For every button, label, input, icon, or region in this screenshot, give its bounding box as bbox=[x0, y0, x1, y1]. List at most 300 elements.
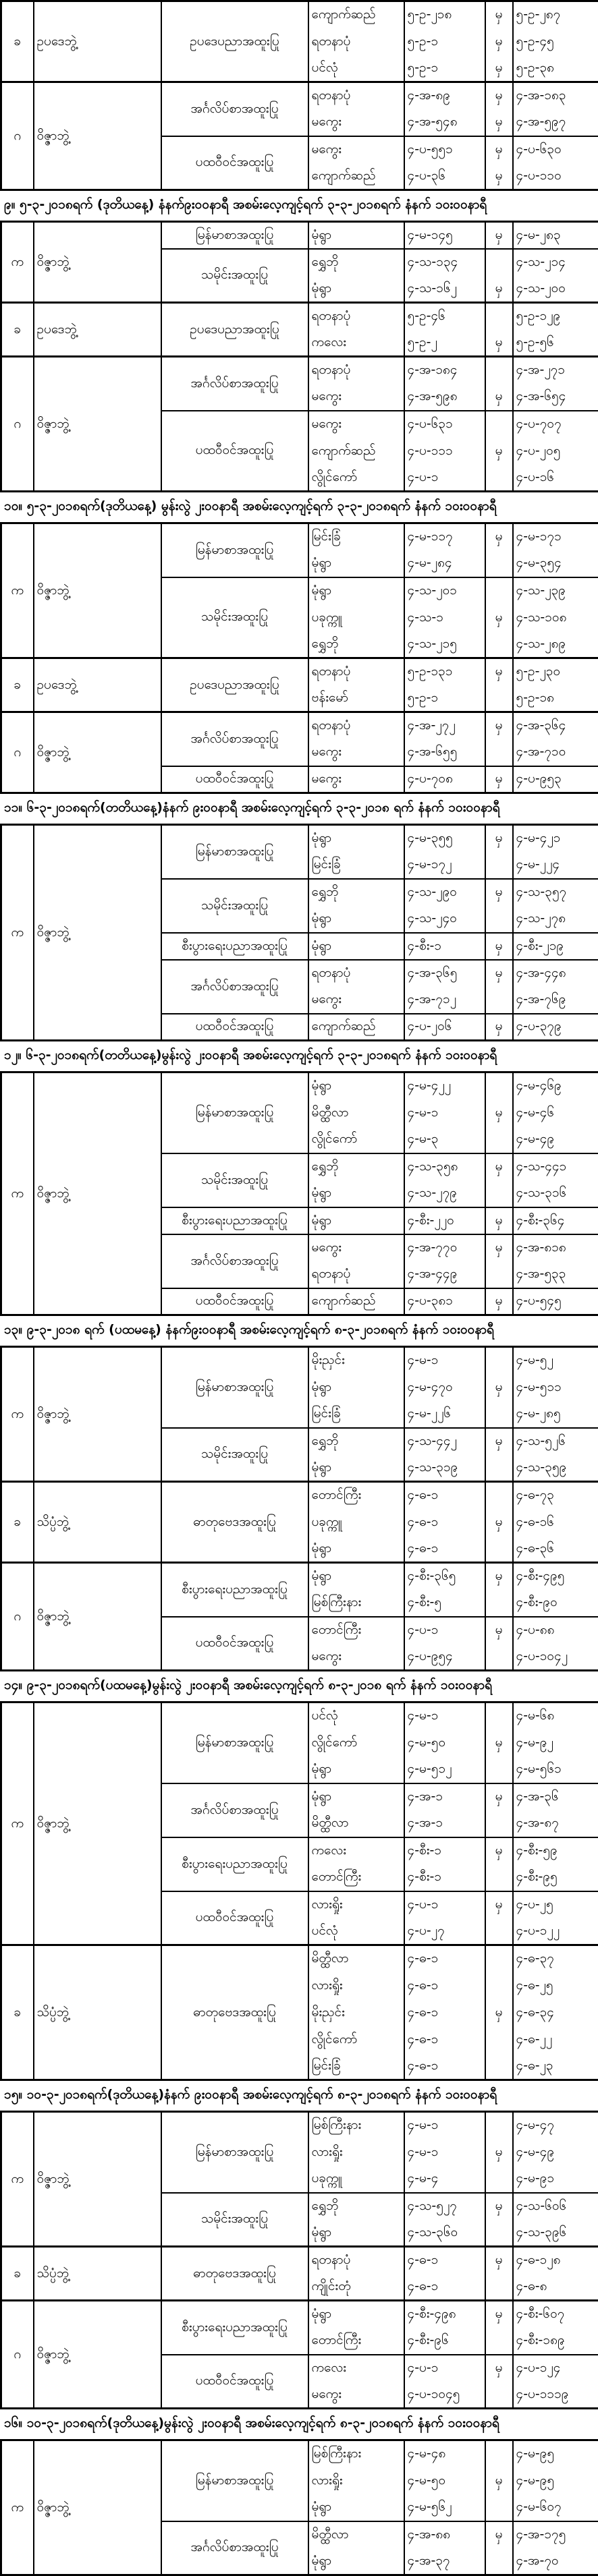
section-header: ၁၄။ ၉-၃-၂၀၁၈ရက်(ပထမနေ့)မွန်းလွဲ ၂း၀၀နာရီ အစမ်းလေ့ကျင့်ရက် ၈-၃-၂၀၁၈ ရက် နံနက် ၁၀း၀၀နာရီ bbox=[0, 1671, 598, 1701]
schedule-row bbox=[1, 1072, 598, 1099]
town-cell: မကွေး bbox=[308, 2382, 404, 2409]
roll-end-cell: ၄-မ-၄၆၉ bbox=[513, 1072, 598, 1099]
schedule-row bbox=[1, 82, 598, 109]
section-header: ၁၀။ ၅-၃-၂၀၁၈ရက်(ဒုတိယနေ့) မွန်းလွဲ ၂း၀၀နာရီ အစမ်းလေ့ကျင့်ရက် ၃-၃-၂၀၁၈ရက် နံနက် ၁၀း၀၀နာရီ bbox=[0, 492, 598, 522]
roll-end-cell: ၄-ပ-၁၁၀ bbox=[513, 163, 598, 190]
roll-end-cell: ၄-မ-၂၂၄ bbox=[513, 852, 598, 879]
town-cell: လွိုင်ကော် bbox=[308, 1729, 404, 1756]
serial-cell: ခ bbox=[1, 303, 34, 357]
roll-end-cell: ၅-ဥ-၂၈၇ bbox=[513, 1, 598, 28]
town-cell: ကျောက်ဆည် bbox=[308, 1, 404, 28]
mha-cell: မှ bbox=[485, 276, 513, 303]
roll-end-cell: ၄-အ-၃၆၄ bbox=[513, 712, 598, 739]
roll-start-cell: ၄-ပ-၁ bbox=[404, 1891, 485, 1918]
roll-end-cell: ၄-အ-၆၅၄ bbox=[513, 384, 598, 411]
town-cell: မုံရွာ bbox=[308, 2548, 404, 2575]
schedule-table bbox=[0, 522, 598, 794]
schedule-table bbox=[0, 0, 598, 191]
specialization-cell: သမိုင်းအထူးပြု bbox=[161, 1428, 308, 1482]
roll-start-cell: ၄-အ-၁ bbox=[404, 1810, 485, 1837]
roll-end-cell: ၄-သ-၃၉၆ bbox=[513, 2220, 598, 2247]
degree-cell: ဝိဇ္ဇာဘွဲ့ bbox=[34, 1347, 161, 1482]
roll-end-cell: ၄-မ-၄၇ bbox=[513, 2112, 598, 2139]
specialization-cell: ပထဝီဝင်အထူးပြု bbox=[161, 411, 308, 492]
section-header: ၁၆။ ၁၀-၃-၂၀၁၈ရက်(ဒုတိယနေ့)မွန်းလွဲ ၂း၀၀နာရီ အစမ်းလေ့ကျင့်ရက် ၈-၃-၂၀၁၈ရက် နံနက် ၁၀း၀၀နာရီ bbox=[0, 2409, 598, 2439]
town-cell: လွိုင်ကော် bbox=[308, 1126, 404, 1153]
schedule-row bbox=[1, 222, 598, 249]
town-cell: ပခုက္ကူ bbox=[308, 604, 404, 631]
mha-cell bbox=[485, 2274, 513, 2301]
mha-cell bbox=[485, 1810, 513, 1837]
serial-cell: က bbox=[1, 1702, 34, 1945]
roll-end-cell: ၄-မ-၁၇၁ bbox=[513, 523, 598, 550]
roll-end-cell: ၄-ပ-၉၅၃ bbox=[513, 766, 598, 793]
mha-cell: မှ bbox=[485, 109, 513, 136]
degree-cell: ဝိဇ္ဇာဘွဲ့ bbox=[34, 2301, 161, 2409]
roll-start-cell: ၄-ဓ-၁ bbox=[404, 2026, 485, 2053]
mha-cell bbox=[485, 577, 513, 604]
roll-start-cell: ၄-မ-၄ bbox=[404, 2166, 485, 2193]
roll-start-cell: ၄-စီး-၁ bbox=[404, 933, 485, 960]
mha-cell: မှ bbox=[485, 28, 513, 55]
mha-cell bbox=[485, 357, 513, 384]
roll-end-cell: ၄-ဓ-၇၃ bbox=[513, 1482, 598, 1509]
specialization-cell: မြန်မာစာအထူးပြု bbox=[161, 1347, 308, 1428]
schedule-row bbox=[1, 1482, 598, 1509]
town-cell: မုံရွာ bbox=[308, 222, 404, 249]
town-cell: မကွေး bbox=[308, 766, 404, 793]
degree-cell: ဝိဇ္ဇာဘွဲ့ bbox=[34, 1702, 161, 1945]
mha-cell: မှ bbox=[485, 766, 513, 793]
roll-start-cell: ၄-ပ-၉၅၄ bbox=[404, 1644, 485, 1671]
degree-cell: ဥပဒေဘွဲ့ bbox=[34, 303, 161, 357]
roll-end-cell: ၄-ပ-၁၂၄ bbox=[513, 2355, 598, 2382]
specialization-cell: ပထဝီဝင်အထူးပြု bbox=[161, 1014, 308, 1041]
roll-end-cell: ၄-ဓ-၂၅ bbox=[513, 1972, 598, 1999]
town-cell: မုံရွာ bbox=[308, 1536, 404, 1563]
specialization-cell: အင်္ဂလိပ်စာအထူးပြု bbox=[161, 2521, 308, 2575]
specialization-cell: ပထဝီဝင်အထူးပြု bbox=[161, 1891, 308, 1945]
roll-end-cell: ၄-သ-၂၈၉ bbox=[513, 631, 598, 658]
mha-cell: မှ bbox=[485, 960, 513, 987]
mha-cell bbox=[485, 987, 513, 1014]
roll-start-cell: ၄-ပ-၃၈၁ bbox=[404, 1288, 485, 1315]
roll-start-cell: ၄-သ-၂၀၁ bbox=[404, 577, 485, 604]
serial-cell: ဂ bbox=[1, 1563, 34, 1671]
mha-cell: မှ bbox=[485, 1837, 513, 1864]
mha-cell: မှ bbox=[485, 712, 513, 739]
town-cell: ကလေး bbox=[308, 1837, 404, 1864]
mha-cell bbox=[485, 550, 513, 577]
specialization-cell: စီးပွားရေးပညာအထူးပြု bbox=[161, 1837, 308, 1891]
roll-start-cell: ၄-စီး-၉၆ bbox=[404, 2328, 485, 2355]
specialization-cell: အင်္ဂလိပ်စာအထူးပြု bbox=[161, 712, 308, 766]
town-cell: ရတနာပုံ bbox=[308, 658, 404, 685]
roll-end-cell: ၄-ဓ-၃၆ bbox=[513, 1536, 598, 1563]
mha-cell: မှ bbox=[485, 2521, 513, 2548]
town-cell: ကျိုင်းတုံ bbox=[308, 2274, 404, 2301]
specialization-cell: ဥပဒေပညာအထူးပြု bbox=[161, 303, 308, 357]
roll-start-cell: ၄-ဓ-၁ bbox=[404, 2247, 485, 2274]
roll-start-cell: ၄-အ-၂၇၂ bbox=[404, 712, 485, 739]
town-cell: မကွေး bbox=[308, 739, 404, 766]
roll-end-cell: ၄-သ-၃၅၇ bbox=[513, 879, 598, 906]
roll-start-cell: ၄-ပ-၂၇ bbox=[404, 1918, 485, 1945]
roll-start-cell: ၅-ဥ-၁ bbox=[404, 55, 485, 82]
roll-end-cell: ၄-စီး-၁၈၉ bbox=[513, 2328, 598, 2355]
roll-start-cell: ၄-မ-၅၀ bbox=[404, 2467, 485, 2494]
roll-start-cell: ၄-မ-၃ bbox=[404, 1126, 485, 1153]
specialization-cell: စီးပွားရေးပညာအထူးပြု bbox=[161, 1207, 308, 1234]
town-cell: မုံရွာ bbox=[308, 1563, 404, 1590]
roll-start-cell: ၄-ဓ-၁ bbox=[404, 1509, 485, 1536]
town-cell: မြစ်ကြီးနား bbox=[308, 2112, 404, 2139]
town-cell: မကွေး bbox=[308, 1234, 404, 1261]
roll-start-cell: ၅-ဥ-၂ bbox=[404, 330, 485, 357]
mha-cell bbox=[485, 1126, 513, 1153]
town-cell: ကျောက်ဆည် bbox=[308, 1288, 404, 1315]
mha-cell bbox=[485, 2440, 513, 2467]
schedule-row bbox=[1, 303, 598, 330]
mha-cell: မှ bbox=[485, 136, 513, 163]
serial-cell: ဂ bbox=[1, 712, 34, 793]
roll-start-cell: ၄-ပ-၁ bbox=[404, 2355, 485, 2382]
mha-cell: မှ bbox=[485, 2247, 513, 2274]
roll-start-cell: ၄-မ-၃၅၅ bbox=[404, 825, 485, 852]
mha-cell: မှ bbox=[485, 523, 513, 550]
roll-end-cell: ၅-ဥ-၁၈ bbox=[513, 685, 598, 712]
roll-end-cell: ၄-မ-၅၂ bbox=[513, 1347, 598, 1374]
roll-end-cell: ၄-သ-၂၁၄ bbox=[513, 249, 598, 276]
town-cell: လားရှိုး bbox=[308, 2139, 404, 2166]
roll-end-cell: ၄-မ-၉၂ bbox=[513, 1729, 598, 1756]
mha-cell: မှ bbox=[485, 1207, 513, 1234]
roll-end-cell: ၄-မ-၂၈၅ bbox=[513, 1401, 598, 1428]
mha-cell bbox=[485, 1536, 513, 1563]
mha-cell: မှ bbox=[485, 825, 513, 852]
town-cell: ပင်လုံ bbox=[308, 1702, 404, 1729]
mha-cell bbox=[485, 1864, 513, 1891]
roll-start-cell: ၄-မ-၅၁၂ bbox=[404, 1756, 485, 1783]
roll-end-cell: ၄-စီး-၉၅ bbox=[513, 1864, 598, 1891]
roll-start-cell: ၄-အ-၄၄၉ bbox=[404, 1261, 485, 1288]
town-cell: မိတ္ထီလာ bbox=[308, 1810, 404, 1837]
roll-end-cell: ၄-ပ-၁၁၁၉ bbox=[513, 2382, 598, 2409]
town-cell: ပင်လုံ bbox=[308, 55, 404, 82]
specialization-cell: ပထဝီဝင်အထူးပြု bbox=[161, 766, 308, 793]
roll-end-cell: ၄-မ-၂၈၃ bbox=[513, 222, 598, 249]
mha-cell: မှ bbox=[485, 1288, 513, 1315]
roll-end-cell: ၄-စီး-၅၉ bbox=[513, 1837, 598, 1864]
roll-start-cell: ၄-ဓ-၁ bbox=[404, 1999, 485, 2026]
serial-cell: က bbox=[1, 523, 34, 658]
town-cell: ပခုက္ကူ bbox=[308, 2166, 404, 2193]
roll-end-cell: ၄-သ-၅၂၆ bbox=[513, 1428, 598, 1455]
roll-end-cell: ၄-သ-၃၁၆ bbox=[513, 1180, 598, 1207]
mha-cell: မှ bbox=[485, 1783, 513, 1810]
roll-start-cell: ၄-စီး-၅ bbox=[404, 1590, 485, 1617]
degree-cell: ဝိဇ္ဇာဘွဲ့ bbox=[34, 1072, 161, 1315]
town-cell: မကွေး bbox=[308, 109, 404, 136]
roll-end-cell: ၄-မ-၉၅ bbox=[513, 2467, 598, 2494]
degree-cell: သိပ္ပံဘွဲ့ bbox=[34, 1945, 161, 2080]
schedule-table bbox=[0, 1071, 598, 1316]
roll-end-cell: ၄-စီး-၄၉၅ bbox=[513, 1563, 598, 1590]
mha-cell: မှ bbox=[485, 1509, 513, 1536]
degree-cell: ဝိဇ္ဇာဘွဲ့ bbox=[34, 712, 161, 793]
town-cell: ရတနာပုံ bbox=[308, 712, 404, 739]
roll-start-cell: ၄-ပ-၁၀၄၅ bbox=[404, 2382, 485, 2409]
town-cell: မုံရွာ bbox=[308, 2301, 404, 2328]
mha-cell: မှ bbox=[485, 1234, 513, 1261]
roll-start-cell: ၄-စီး-၄၉၈ bbox=[404, 2301, 485, 2328]
mha-cell: မှ bbox=[485, 1153, 513, 1180]
roll-start-cell: ၄-မ-၂၂၆ bbox=[404, 1401, 485, 1428]
roll-end-cell: ၄-အ-၇၆၉ bbox=[513, 987, 598, 1014]
town-cell: ရွှေဘို bbox=[308, 249, 404, 276]
schedule-row bbox=[1, 2247, 598, 2274]
serial-cell: ဂ bbox=[1, 82, 34, 190]
town-cell: တောင်ကြီး bbox=[308, 1617, 404, 1644]
section-header: ၁၅။ ၁၀-၃-၂၀၁၈ရက်(ဒုတိယနေ့)နံနက် ၉း၀၀နာရီ အစမ်းလေ့ကျင့်ရက် ၈-၃-၂၀၁၈ရက် နံနက် ၁၀း၀၀နာရီ bbox=[0, 2081, 598, 2111]
roll-start-cell: ၄-မ-၁ bbox=[404, 1702, 485, 1729]
section-header: ၁၁။ ၆-၃-၂၀၁၈ရက်(တတိယနေ့)နံနက် ၉း၀၀နာရီ အစမ်းလေ့ကျင့်ရက် ၃-၃-၂၀၁၈ ရက် နံနက် ၁၀း၀၀နာရီ bbox=[0, 794, 598, 824]
mha-cell bbox=[485, 685, 513, 712]
schedule-row bbox=[1, 658, 598, 685]
roll-start-cell: ၄-ပ-၁၁၁ bbox=[404, 438, 485, 465]
roll-end-cell: ၄-ဓ-၂၃ bbox=[513, 2053, 598, 2080]
roll-end-cell: ၄-ပ-၆၃၀ bbox=[513, 136, 598, 163]
mha-cell: မှ bbox=[485, 1014, 513, 1041]
mha-cell: မှ bbox=[485, 1999, 513, 2026]
schedule-row bbox=[1, 1945, 598, 1972]
mha-cell bbox=[485, 1072, 513, 1099]
roll-start-cell: ၄-သ-၂၁၅ bbox=[404, 631, 485, 658]
mha-cell bbox=[485, 1180, 513, 1207]
mha-cell: မှ bbox=[485, 384, 513, 411]
roll-end-cell: ၄-ပ-၁၀၄၂ bbox=[513, 1644, 598, 1671]
town-cell: မကွေး bbox=[308, 136, 404, 163]
mha-cell: မှ bbox=[485, 2467, 513, 2494]
roll-start-cell: ၄-သ-၁ bbox=[404, 604, 485, 631]
specialization-cell: ပထဝီဝင်အထူးပြု bbox=[161, 136, 308, 190]
roll-end-cell: ၄-သ-၁၀၈ bbox=[513, 604, 598, 631]
specialization-cell: ဓာတုဗေဒအထူးပြု bbox=[161, 2247, 308, 2301]
town-cell: ရတနာပုံ bbox=[308, 2247, 404, 2274]
mha-cell bbox=[485, 1261, 513, 1288]
degree-cell: ဝိဇ္ဇာဘွဲ့ bbox=[34, 523, 161, 658]
schedule-row bbox=[1, 1702, 598, 1729]
mha-cell bbox=[485, 249, 513, 276]
specialization-cell: ဥပဒေပညာအထူးပြု bbox=[161, 658, 308, 712]
specialization-cell: ပထဝီဝင်အထူးပြု bbox=[161, 1617, 308, 1671]
roll-start-cell: ၄-အ-၇၁၂ bbox=[404, 987, 485, 1014]
roll-end-cell: ၄-မ-၉၁ bbox=[513, 2166, 598, 2193]
degree-cell: ဝိဇ္ဇာဘွဲ့ bbox=[34, 2440, 161, 2575]
roll-start-cell: ၅-ဥ-၂၁၈ bbox=[404, 1, 485, 28]
roll-start-cell: ၄-သ-၂၇၉ bbox=[404, 1180, 485, 1207]
mha-cell: မှ bbox=[485, 330, 513, 357]
roll-start-cell: ၄-မ-၁၁၇ bbox=[404, 523, 485, 550]
town-cell: မြင်းခြံ bbox=[308, 1401, 404, 1428]
roll-end-cell: ၄-အ-၄၄၈ bbox=[513, 960, 598, 987]
mha-cell bbox=[485, 1972, 513, 1999]
serial-cell: က bbox=[1, 1347, 34, 1482]
roll-end-cell: ၄-စီး-၂၁၉ bbox=[513, 933, 598, 960]
degree-cell: ဝိဇ္ဇာဘွဲ့ bbox=[34, 1563, 161, 1671]
specialization-cell: သမိုင်းအထူးပြု bbox=[161, 879, 308, 933]
roll-start-cell: ၄-ဓ-၁ bbox=[404, 1972, 485, 1999]
roll-end-cell: ၅-ဥ-၄၅ bbox=[513, 28, 598, 55]
town-cell: ကျောက်ဆည် bbox=[308, 163, 404, 190]
schedule-row bbox=[1, 1347, 598, 1374]
town-cell: မုံရွာ bbox=[308, 1783, 404, 1810]
roll-end-cell: ၄-ဓ-၁၂၈ bbox=[513, 2247, 598, 2274]
roll-start-cell: ၄-ပ-၂၀၆ bbox=[404, 1014, 485, 1041]
specialization-cell: ဥပဒေပညာအထူးပြု bbox=[161, 1, 308, 82]
town-cell: လွိုင်ကော် bbox=[308, 465, 404, 492]
town-cell: မြင်းခြံ bbox=[308, 852, 404, 879]
mha-cell: မှ bbox=[485, 1428, 513, 1455]
roll-start-cell: ၄-အ-၅၉၈ bbox=[404, 384, 485, 411]
town-cell: ရတနာပုံ bbox=[308, 28, 404, 55]
mha-cell: မှ bbox=[485, 1617, 513, 1644]
roll-end-cell: ၄-အ-၈၁၈ bbox=[513, 1234, 598, 1261]
mha-cell: မှ bbox=[485, 222, 513, 249]
town-cell: မြစ်ကြီးနား bbox=[308, 2440, 404, 2467]
schedule-row bbox=[1, 712, 598, 739]
roll-start-cell: ၄-မ-၁၄၅ bbox=[404, 222, 485, 249]
town-cell: မုံရွာ bbox=[308, 1180, 404, 1207]
roll-end-cell: ၄-ဓ-၃၇ bbox=[513, 1945, 598, 1972]
roll-start-cell: ၄-ဓ-၁ bbox=[404, 1482, 485, 1509]
mha-cell bbox=[485, 1590, 513, 1617]
mha-cell bbox=[485, 2382, 513, 2409]
town-cell: လားရှိုး bbox=[308, 1891, 404, 1918]
mha-cell: မှ bbox=[485, 2193, 513, 2220]
roll-start-cell: ၄-သ-၂၄၀ bbox=[404, 906, 485, 933]
mha-cell: မှ bbox=[485, 933, 513, 960]
mha-cell bbox=[485, 852, 513, 879]
mha-cell bbox=[485, 1756, 513, 1783]
roll-end-cell: ၄-အ-၇၁၀ bbox=[513, 739, 598, 766]
roll-end-cell: ၄-ပ-၁၂၂ bbox=[513, 1918, 598, 1945]
roll-end-cell: ၄-ပ-၁၆ bbox=[513, 465, 598, 492]
roll-start-cell: ၄-စီး-၃၆၅ bbox=[404, 1563, 485, 1590]
degree-cell: သိပ္ပံဘွဲ့ bbox=[34, 2247, 161, 2301]
mha-cell bbox=[485, 906, 513, 933]
roll-start-cell: ၄-ပ-၇၀၈ bbox=[404, 766, 485, 793]
roll-end-cell: ၄-ပ-၈၈ bbox=[513, 1617, 598, 1644]
mha-cell: မှ bbox=[485, 1729, 513, 1756]
roll-end-cell: ၄-ပ-၂၀၅ bbox=[513, 438, 598, 465]
roll-start-cell: ၄-အ-၆၅၅ bbox=[404, 739, 485, 766]
degree-cell: ဝိဇ္ဇာဘွဲ့ bbox=[34, 82, 161, 190]
roll-start-cell: ၄-သ-၁၃၄ bbox=[404, 249, 485, 276]
roll-start-cell: ၄-အ-၁၈၄ bbox=[404, 357, 485, 384]
specialization-cell: မြန်မာစာအထူးပြု bbox=[161, 1072, 308, 1153]
roll-end-cell: ၄-မ-၆၈ bbox=[513, 1702, 598, 1729]
roll-end-cell: ၄-အ-၃၆ bbox=[513, 1783, 598, 1810]
specialization-cell: သမိုင်းအထူးပြု bbox=[161, 249, 308, 303]
roll-end-cell: ၄-မ-၄၆ bbox=[513, 1099, 598, 1126]
mha-cell bbox=[485, 1945, 513, 1972]
roll-start-cell: ၄-သ-၄၄၂ bbox=[404, 1428, 485, 1455]
town-cell: မကွေး bbox=[308, 987, 404, 1014]
serial-cell: က bbox=[1, 222, 34, 303]
serial-cell: က bbox=[1, 1072, 34, 1315]
mha-cell bbox=[485, 2494, 513, 2521]
serial-cell: ခ bbox=[1, 1, 34, 82]
schedule-table bbox=[0, 1701, 598, 2081]
section-header: ၁၃။ ၉-၃-၂၀၁၈ ရက် (ပထမနေ့) နံနက်၉း၀၀နာရီ အစမ်းလေ့ကျင့်ရက် ၈-၃-၂၀၁၈ရက် နံနက် ၁၀း၀၀နာရီ bbox=[0, 1316, 598, 1346]
town-cell: မကွေး bbox=[308, 411, 404, 438]
town-cell: ရွှေဘို bbox=[308, 2193, 404, 2220]
specialization-cell: ပထဝီဝင်အထူးပြု bbox=[161, 1288, 308, 1315]
mha-cell: မှ bbox=[485, 82, 513, 109]
town-cell: ရွှေဘို bbox=[308, 1428, 404, 1455]
town-cell: မိုးညှင်း bbox=[308, 1347, 404, 1374]
mha-cell bbox=[485, 1401, 513, 1428]
town-cell: မုံရွာ bbox=[308, 825, 404, 852]
town-cell: မုံရွာ bbox=[308, 1072, 404, 1099]
town-cell: တောင်ကြီး bbox=[308, 1864, 404, 1891]
town-cell: ကလေး bbox=[308, 2355, 404, 2382]
specialization-cell: အင်္ဂလိပ်စာအထူးပြု bbox=[161, 357, 308, 411]
mha-cell: မှ bbox=[485, 1374, 513, 1401]
roll-start-cell: ၄-ပ-၁ bbox=[404, 465, 485, 492]
specialization-cell: မြန်မာစာအထူးပြု bbox=[161, 523, 308, 577]
town-cell: မုံရွာ bbox=[308, 550, 404, 577]
roll-start-cell: ၄-သ-၃၆၀ bbox=[404, 2220, 485, 2247]
roll-start-cell: ၅-ဥ-၁ bbox=[404, 685, 485, 712]
town-cell: မိတ္ထီလာ bbox=[308, 1945, 404, 1972]
specialization-cell: ပထဝီဝင်အထူးပြု bbox=[161, 2355, 308, 2409]
roll-start-cell: ၄-သ-၃၅၈ bbox=[404, 1153, 485, 1180]
mha-cell: မှ bbox=[485, 55, 513, 82]
schedule-row bbox=[1, 523, 598, 550]
specialization-cell: သမိုင်းအထူးပြု bbox=[161, 2193, 308, 2247]
specialization-cell: မြန်မာစာအထူးပြု bbox=[161, 222, 308, 249]
mha-cell bbox=[485, 1702, 513, 1729]
specialization-cell: မြန်မာစာအထူးပြု bbox=[161, 2440, 308, 2521]
specialization-cell: သမိုင်းအထူးပြု bbox=[161, 1153, 308, 1207]
roll-start-cell: ၄-မ-၁၇၂ bbox=[404, 852, 485, 879]
town-cell: မုံရွာ bbox=[308, 2220, 404, 2247]
roll-end-cell: ၄-ဓ-၁၆ bbox=[513, 1509, 598, 1536]
degree-cell: ဝိဇ္ဇာဘွဲ့ bbox=[34, 222, 161, 303]
schedule-row bbox=[1, 825, 598, 852]
serial-cell: ခ bbox=[1, 1945, 34, 2080]
town-cell: ရတနာပုံ bbox=[308, 1261, 404, 1288]
roll-start-cell: ၄-မ-၄၂၂ bbox=[404, 1072, 485, 1099]
degree-cell: ဝိဇ္ဇာဘွဲ့ bbox=[34, 2112, 161, 2247]
roll-end-cell: ၅-ဥ-၃၈ bbox=[513, 55, 598, 82]
town-cell: မကွေး bbox=[308, 1644, 404, 1671]
section-header: ၁၂။ ၆-၃-၂၀၁၈ရက်(တတိယနေ့)မွန်းလွဲ ၂း၀၀နာရီ အစမ်းလေ့ကျင့်ရက် ၃-၃-၂၀၁၈ရက် နံနက် ၁၀း၀၀နာရီ bbox=[0, 1041, 598, 1071]
roll-end-cell: ၄-အ-၁၇၅ bbox=[513, 2521, 598, 2548]
town-cell: မုံရွာ bbox=[308, 2494, 404, 2521]
mha-cell bbox=[485, 2220, 513, 2247]
mha-cell: မှ bbox=[485, 1, 513, 28]
mha-cell: မှ bbox=[485, 438, 513, 465]
roll-start-cell: ၄-အ-၅၄၈ bbox=[404, 109, 485, 136]
roll-start-cell: ၄-ဓ-၁ bbox=[404, 1536, 485, 1563]
roll-start-cell: ၄-စီး-၁ bbox=[404, 1837, 485, 1864]
roll-start-cell: ၄-မ-၁ bbox=[404, 2112, 485, 2139]
roll-end-cell: ၄-အ-၅၃၃ bbox=[513, 1261, 598, 1288]
roll-end-cell: ၄-ပ-၅၄၅ bbox=[513, 1288, 598, 1315]
